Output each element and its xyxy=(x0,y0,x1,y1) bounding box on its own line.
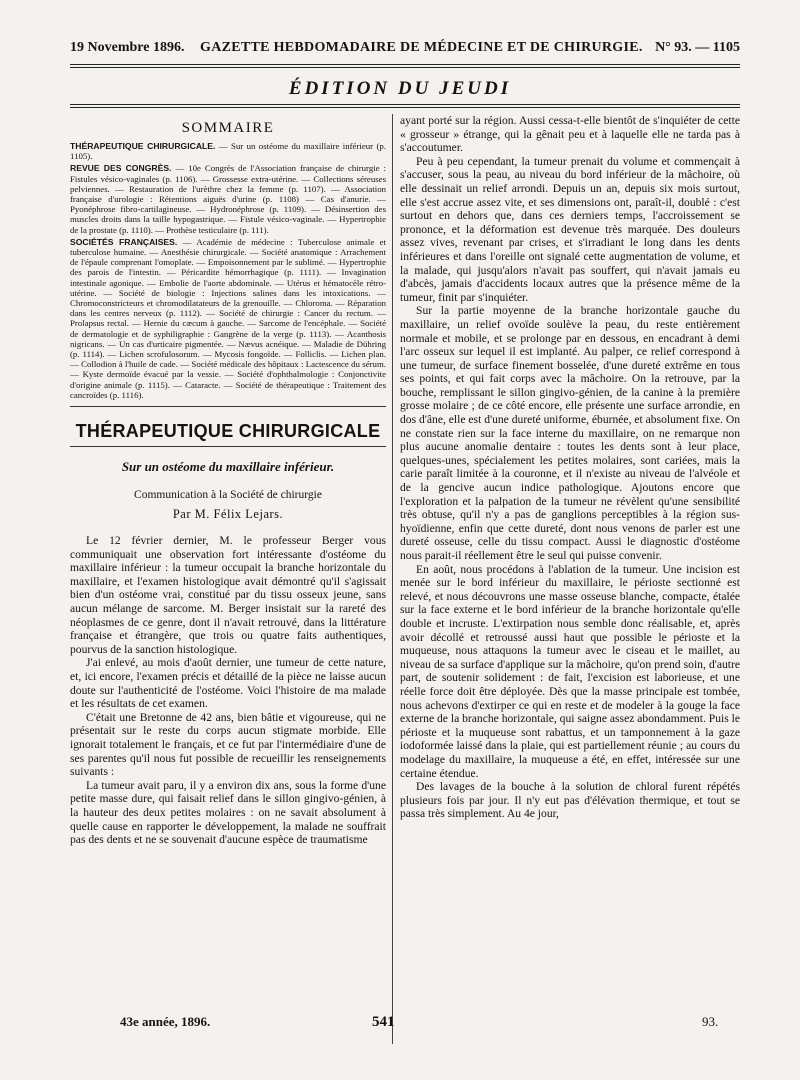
header-rule xyxy=(70,64,740,65)
header-journal-title: GAZETTE HEBDOMADAIRE DE MÉDECINE ET DE CHIRURGIE. xyxy=(200,40,643,55)
article-communication: Communication à la Société de chirurgie xyxy=(134,489,322,502)
right-column xyxy=(400,114,740,821)
header-rule-double xyxy=(70,67,740,68)
header-date: 19 Novembre 1896. xyxy=(70,40,185,55)
article-title: Sur un ostéome du maxillaire inférieur. xyxy=(121,459,335,475)
edition-rule xyxy=(70,104,740,105)
edition-banner: ÉDITION DU JEUDI xyxy=(288,78,512,99)
sommaire-entry-heading: SOCIÉTÉS FRANÇAISES. xyxy=(70,236,178,247)
body-paragraph: Le 12 février dernier, M. le professeur Berger vous communiquait une observation fort intéressante d'ostéome du maxillaire inférieur : la tumeur occupait la branche horizontale du maxillaire, et l'examen histologique avait démontré qu'il s'agissait bien d'un ostéome vrai, constitué par du tissu osseux jeune, sans aucun mélange de sarcome. M. Berger insistait sur la rareté des néoplasmes de ce genre, dont il n'avait retrouvé, dans la littérature française et étrangère, que trois ou quatre faits authentiques, pourvus de la sanction histologique. xyxy=(70,534,386,656)
body-paragraph: J'ai enlevé, au mois d'août dernier, une tumeur de cette nature, et, ici encore, l'examen précis et détaillé de la pièce ne laisse aucun doute sur l'authenticité de l'ostéome. Voici l'histoire de ma malade et les résultats de cet examen. xyxy=(70,656,386,711)
body-paragraph: Peu à peu cependant, la tumeur prenait du volume et commençait à s'accuser, sous la peau, au niveau du bord inférieur de la mâchoire, où elle dessinait un relief arrondi. Depuis un an, depuis six mois surtout, elle s'est accrue assez vite, et ses dimensions ont, paraît-il, doublé : c'est surtout en dehors que, dans ces derniers temps, l'accroissement se prononce, et la déformation est devenue très marquée. Des douleurs assez vives, revenant par crises, et s'irradiant le long dans les dents inférieures et dans l'oreille ont signalé cette augmentation de volume, et la malade, qui jusqu'alors n'avait pas souffert, qui n'avait jamais eu d'abcès, jamais d'accidents locaux autres que la présence même de la tumeur, finit par s'inquiéter. xyxy=(400,154,740,304)
body-paragraph: Sur la partie moyenne de la branche horizontale gauche du maxillaire, un relief ovoïde soulève la peau, du reste entièrement normale et mobile, et se prolonge par en dessous, en encadrant à demi l'arc osseux sur lequel il est implanté. Au palper, ce relief correspond à une tumeur, de surface finement bosselée, d'une dureté extrême en tous ses points, et qui fait corps avec la mâchoire. On la retrouve, par la bouche, remplissant le sillon gingivo-génien, de la canine à la première grosse molaire ; de ce côté encore, elle présente une surface arrondie, en dos d'âne, elle est d'une dureté uniforme, éburnée, et absolument fixe. On ne constate rien sur la face interne du maxillaire, on ne remarque non plus aucune anomalie dentaire : toutes les dents sont à leur place, quelques-unes, spécialement les petites molaires, sont cariées, mais la carie paraît limitée à la couronne, et il n'existe au niveau de l'alvéole et de la gencive aucun indice pathologique. Ajoutons encore que l'exploration et la palpation de la tumeur ne révèlent qu'une sensibilité très obtuse, qu'il n'y a pas de ganglions perceptibles à la région sus-hyoïdienne, enfin que cette dureté, dont nous venons de parler est une dureté osseuse, celle du tissu compact. Aussi le diagnostic d'ostéome nous parait-il réellement être le seul qui puisse convenir. xyxy=(400,304,740,562)
running-header xyxy=(70,40,740,62)
body-paragraph: ayant porté sur la région. Aussi cessa-t-elle bientôt de s'inquiéter de cette « grosseur » étrange, qui la gênait peu et à laquelle elle ne tarda pas à s'accoutumer. xyxy=(400,114,740,155)
body-paragraph: Des lavages de la bouche à la solution de chloral furent répétés plusieurs fois par jour. Il n'y eut pas d'élévation thermique, et tout se passa très simplement. Au 4e jour, xyxy=(400,780,740,821)
footer-year: 43e année, 1896. xyxy=(120,1014,211,1029)
sommaire-entry-text: — Sur un ostéome du maxillaire inférieur (p. 1105). xyxy=(70,141,386,162)
edition-rule-double xyxy=(70,107,740,108)
sommaire-entry xyxy=(70,163,386,234)
sommaire-title: SOMMAIRE xyxy=(181,120,275,136)
article-author: Par M. Félix Lejars. xyxy=(172,507,284,522)
footer-page-number: 541 xyxy=(372,1014,395,1030)
sommaire-box xyxy=(70,120,386,400)
sommaire-rule xyxy=(70,406,386,407)
sommaire-entry-text: — 10e Congrès de l'Association française de chirurgie : Fistules vésico-vaginales (p. 1106). — Grossesse extra-utérine. — Collections séreuses pelviennes. — Restauration de l'urèthre chez la femme (p. 1107). — Association française d'urologie : Rétentions aiguës d'urine (p. 1108) — Cas d'anurie. — Pyonéphrose fibro-cartilagineuse. — Hydronéphrose (p. 1109). — Désinsertion des muscles droits dans la taille hypogastrique. — Fistule vésico-vaginale. — Hypertrophie de la prostate (p. 1110). — Prothèse testiculaire (p. 111). xyxy=(70,163,386,235)
body-paragraph: En août, nous procédons à l'ablation de la tumeur. Une incision est menée sur le bord inférieur du maxillaire, le périoste sectionné est relevé, et nous découvrons une masse osseuse blanche, compacte, étalée sur la face externe et le bord inférieur de la branche horizontale qu'elle double et incruste. L'extirpation nous semble donc réalisable, et, après avoir décollé et retroussé aussi haut que possible le périoste et la muqueuse, nous attaquons la tumeur avec le ciseau et le maillet, au niveau de sa surface d'applique sur la mâchoire, qu'on prend soin, d'autre part, de soutenir solidement : de fait, l'excision est laborieuse, et une réelle force doit être déployée. Dès que la masse principale est tombée, nous achevons d'extirper ce qui en reste et de modeler à la gouge la face externe de la branche horizontale, qui saigne assez abondamment. Puis le périoste et la muqueuse sont rabattus, et un tamponnement à la gaze iodoformée laissé dans la plaie, qui est partiellement réunie ; au cours du modelage du maxillaire, la muqueuse a été, en effet, intéressée sur une certaine étendue. xyxy=(400,562,740,780)
header-issue-number: N° 93. — 1105 xyxy=(655,40,740,55)
body-paragraph: C'était une Bretonne de 42 ans, bien bâtie et vigoureuse, qui ne présentait sur le reste du corps aucun stigmate morbide. Elle ignorait totalement le français, et ce fut par l'intermédiaire d'une de ses parentes qu'il nous fut possible de recueillir les renseignements suivants : xyxy=(70,710,386,779)
sommaire-entry-heading: THÉRAPEUTIQUE CHIRURGICALE. xyxy=(70,141,216,151)
column-divider xyxy=(392,114,393,1044)
footer-sheet-number: 93. xyxy=(702,1014,719,1029)
body-paragraph: La tumeur avait paru, il y a environ dix ans, sous la forme d'une petite masse dure, qui faisait relief dans le sillon gingivo-génien, à la hauteur des deux petites molaires : on ne savait absolument à quelle cause en rapporter le développement, la malade ne souffrait pas des dents et ne se souvenait d'aucune espèce de traumatisme xyxy=(70,778,386,847)
left-column xyxy=(70,114,386,847)
sommaire-entry xyxy=(70,237,386,400)
sommaire-entry xyxy=(70,141,386,161)
sommaire-entry-heading: REVUE DES CONGRÈS. xyxy=(70,163,172,174)
section-title: THÉRAPEUTIQUE CHIRURGICALE xyxy=(75,421,381,442)
sommaire-entry-text: — Académie de médecine : Tuberculose animale et tuberculose humaine. — Anesthésie chirurgicale. — Société anatomique : Arrachement de l'épaule comprenant l'omoplate. — Empoisonnement par le sublimé. — Hypertrophie des parois de l'intestin. — Péricardite hémorrhagique (p. 1111). — Invagination intestinale agonique. — Embolie de l'aorte abdominale. — Utérus et hématocèle rétro-utérine. — Société de biologie : Injections salines dans les intoxications. — Chromoconstricteurs et chromodilatateurs de la grenouille. — Chloroma. — Réparation dans les centres nerveux (p. 1112). — Société de chirurgie : Cancer du rectum. — Prolapsus rectal. — Hernie du cæcum à gauche. — Sarcome de l'encéphale. — Société de dermatologie et de syphiligraphie : Gangrène de la verge (p. 1113). — Acanthosis nigricans. — Un cas d'urticaire pigmentée. — Nævus acnéique. — Maladie de Dühring (p. 1114). — Lichen scrofulosorum. — Mycosis fongoïde. — Folliclis. — Lichen plan. — Collodion à l'huile de cade. — Société médicale des hôpitaux : Lactescence du sérum. — Kyste dermoïde évacué par la vessie. — Société d'ophthalmologie : Conjonctivite d'origine animale (p. 1115). — Cataracte. — Société de thérapeutique : Traitement des cancroïdes (p. 1116). xyxy=(70,236,386,400)
section-title-rule xyxy=(70,446,386,447)
